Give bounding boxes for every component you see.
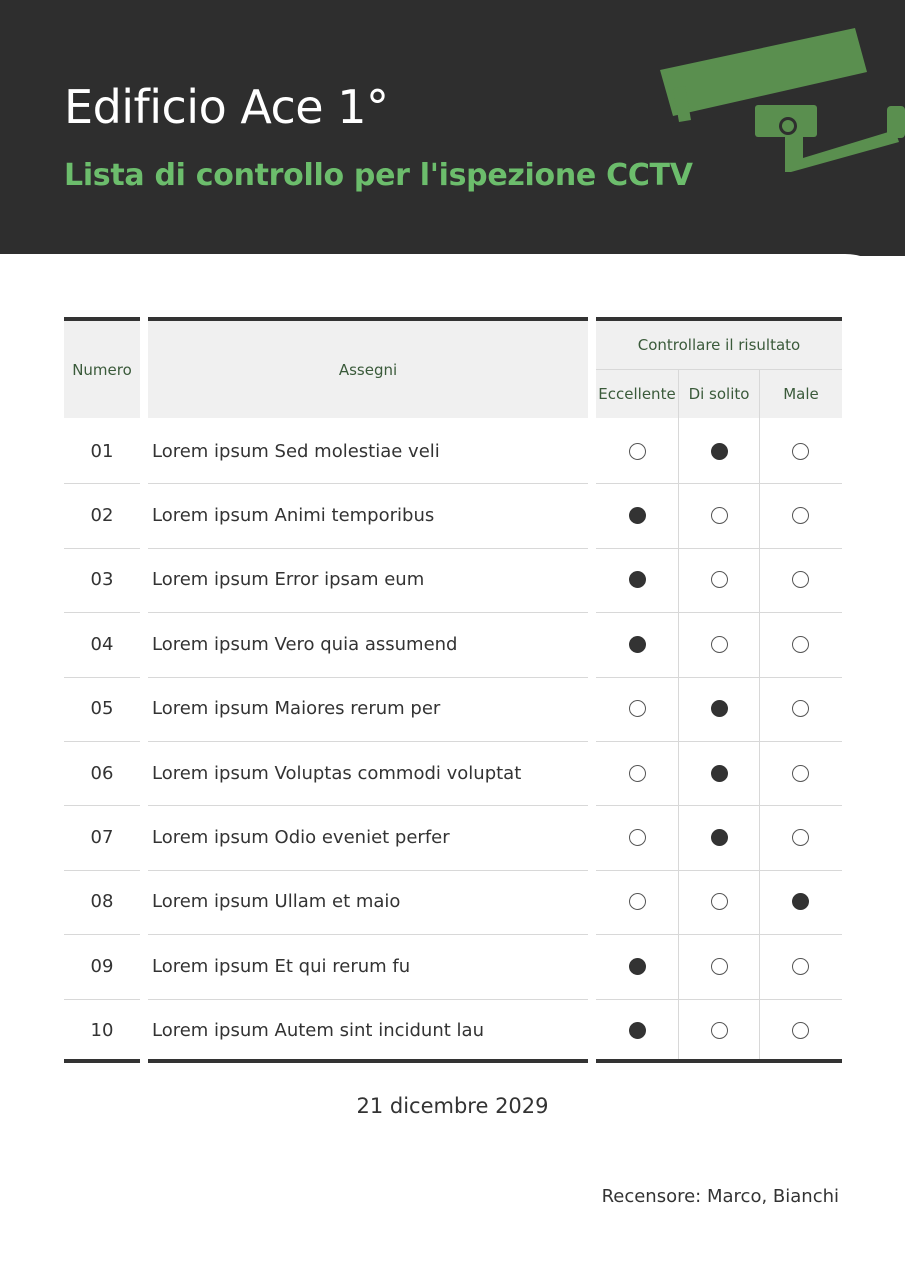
reviewer-label: Recensore:	[601, 1186, 702, 1207]
radio-bad[interactable]	[792, 829, 809, 846]
radio-usual[interactable]	[711, 958, 728, 975]
column-divider	[759, 370, 760, 1060]
row-divider	[596, 999, 842, 1000]
radio-bad[interactable]	[792, 636, 809, 653]
header-option-excellent: Eccellente	[596, 370, 678, 418]
radio-usual[interactable]	[711, 443, 728, 460]
row-task: Lorem ipsum Autem sint incidunt lau	[152, 1020, 484, 1042]
inspection-date: 21 dicembre 2029	[356, 1094, 549, 1118]
radio-excellent[interactable]	[629, 636, 646, 653]
row-number: 06	[90, 762, 114, 784]
row-task: Lorem ipsum Vero quia assumend	[152, 633, 458, 655]
row-divider	[596, 934, 842, 935]
row-divider	[596, 548, 842, 549]
row-number: 01	[90, 440, 114, 462]
radio-bad[interactable]	[792, 893, 809, 910]
row-task: Lorem ipsum Odio eveniet perfer	[152, 826, 450, 848]
row-number: 07	[90, 826, 114, 848]
radio-excellent[interactable]	[629, 765, 646, 782]
radio-bad[interactable]	[792, 700, 809, 717]
radio-bad[interactable]	[792, 1022, 809, 1039]
cctv-camera-icon	[655, 20, 905, 180]
radio-usual[interactable]	[711, 571, 728, 588]
radio-usual[interactable]	[711, 636, 728, 653]
radio-excellent[interactable]	[629, 893, 646, 910]
row-number: 04	[90, 633, 114, 655]
radio-excellent[interactable]	[629, 443, 646, 460]
radio-excellent[interactable]	[629, 507, 646, 524]
radio-bad[interactable]	[792, 443, 809, 460]
row-number: 05	[90, 698, 114, 720]
column-divider	[678, 370, 679, 1060]
row-divider	[596, 483, 842, 484]
radio-excellent[interactable]	[629, 571, 646, 588]
radio-excellent[interactable]	[629, 700, 646, 717]
row-task: Lorem ipsum Ullam et maio	[152, 891, 401, 913]
page-title: Edificio Ace 1°	[64, 80, 389, 134]
header-curve	[0, 254, 905, 314]
reviewer-line	[602, 1186, 839, 1207]
page-subtitle: Lista di controllo per l'ispezione CCTV	[64, 158, 693, 193]
radio-usual[interactable]	[711, 765, 728, 782]
table-bottom-border	[148, 1059, 588, 1063]
row-task: Lorem ipsum Animi temporibus	[152, 504, 435, 526]
radio-excellent[interactable]	[629, 958, 646, 975]
row-number: 08	[90, 891, 114, 913]
radio-usual[interactable]	[711, 507, 728, 524]
row-task: Lorem ipsum Error ipsam eum	[152, 569, 425, 591]
row-task: Lorem ipsum Et qui rerum fu	[152, 955, 411, 977]
table-bottom-border	[64, 1059, 140, 1063]
header-number: Numero	[64, 321, 140, 418]
row-divider	[596, 612, 842, 613]
row-number: 10	[90, 1020, 114, 1042]
radio-excellent[interactable]	[629, 829, 646, 846]
row-divider	[596, 677, 842, 678]
row-divider	[596, 870, 842, 871]
radio-bad[interactable]	[792, 958, 809, 975]
radio-bad[interactable]	[792, 765, 809, 782]
row-number: 02	[90, 504, 114, 526]
row-task: Lorem ipsum Voluptas commodi voluptat	[152, 762, 522, 784]
header-option-usual: Di solito	[679, 370, 759, 418]
header-banner	[0, 0, 905, 256]
row-task: Lorem ipsum Maiores rerum per	[152, 698, 441, 720]
row-divider	[596, 741, 842, 742]
row-task: Lorem ipsum Sed molestiae veli	[152, 440, 440, 462]
row-number: 09	[90, 955, 114, 977]
radio-bad[interactable]	[792, 571, 809, 588]
header-result-group: Controllare il risultato	[596, 321, 842, 369]
radio-usual[interactable]	[711, 700, 728, 717]
table-bottom-border	[596, 1059, 842, 1063]
radio-usual[interactable]	[711, 1022, 728, 1039]
header-option-bad: Male	[760, 370, 842, 418]
radio-excellent[interactable]	[629, 1022, 646, 1039]
radio-usual[interactable]	[711, 829, 728, 846]
radio-usual[interactable]	[711, 893, 728, 910]
radio-bad[interactable]	[792, 507, 809, 524]
header-task: Assegni	[148, 321, 588, 418]
row-number: 03	[90, 569, 114, 591]
reviewer-name: Marco, Bianchi	[706, 1186, 839, 1207]
row-divider	[596, 805, 842, 806]
